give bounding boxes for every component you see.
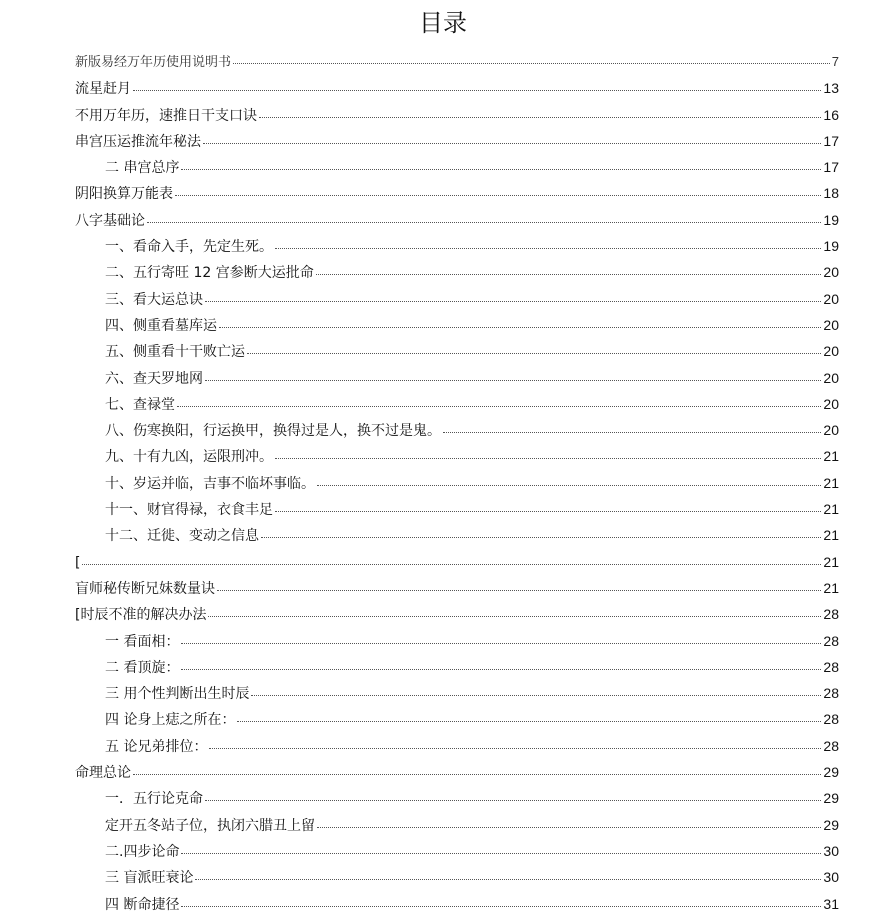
toc-entry[interactable] xyxy=(75,365,839,391)
toc-entry[interactable] xyxy=(75,338,839,364)
toc-entry[interactable] xyxy=(75,549,839,575)
toc-entry-page-number: 28 xyxy=(823,711,839,728)
toc-entry-title: 阴阳换算万能表 xyxy=(75,186,173,203)
toc-entry-page-number: 17 xyxy=(823,159,839,176)
toc-entry-title: 八、伤寒换阳，行运换甲，换得过是人，换不过是鬼。 xyxy=(105,423,441,440)
toc-entry-title: 十二、迁徙、变动之信息 xyxy=(105,528,259,545)
toc-dot-leader xyxy=(203,142,821,144)
toc-entry[interactable] xyxy=(75,443,839,469)
toc-entry[interactable] xyxy=(75,496,839,522)
toc-dot-leader xyxy=(317,484,821,486)
toc-list xyxy=(75,49,839,917)
toc-dot-leader xyxy=(147,221,821,223)
toc-dot-leader xyxy=(251,694,821,696)
toc-entry[interactable] xyxy=(75,154,839,180)
toc-entry-page-number: 21 xyxy=(823,553,839,570)
toc-entry[interactable] xyxy=(75,470,839,496)
toc-dot-leader xyxy=(181,668,821,670)
toc-dot-leader xyxy=(195,878,821,880)
toc-dot-leader xyxy=(259,116,821,118)
toc-entry-page-number: 30 xyxy=(823,869,839,886)
toc-entry-title: 串宫压运推流年秘法 xyxy=(75,133,201,150)
toc-entry[interactable] xyxy=(75,733,839,759)
toc-entry-title: 新版易经万年历使用说明书 xyxy=(75,55,232,70)
toc-dot-leader xyxy=(217,589,821,591)
toc-dot-leader xyxy=(261,536,821,538)
toc-dot-leader xyxy=(177,405,821,407)
toc-entry-page-number: 13 xyxy=(823,80,839,97)
toc-entry-title: 三 盲派旺衰论 xyxy=(105,870,194,887)
toc-entry-title: 四 论身上痣之所在： xyxy=(105,712,236,729)
toc-dot-leader xyxy=(205,799,821,801)
toc-entry-page-number: 20 xyxy=(823,422,839,439)
toc-entry-title: 三 用个性判断出生时辰 xyxy=(105,686,250,703)
toc-entry-title: 一 看面相： xyxy=(105,633,180,650)
toc-dot-leader xyxy=(275,457,821,459)
toc-dot-leader xyxy=(219,326,821,328)
toc-entry[interactable] xyxy=(75,654,839,680)
toc-entry-page-number: 16 xyxy=(823,106,839,123)
toc-entry-page-number: 20 xyxy=(823,316,839,333)
toc-entry[interactable] xyxy=(75,706,839,732)
toc-entry-page-number: 17 xyxy=(823,132,839,149)
toc-entry-title: 三、看大运总诀 xyxy=(105,291,203,308)
toc-entry-title: 九、十有九凶，运限刑冲。 xyxy=(105,449,273,466)
toc-title: 目录 xyxy=(419,9,467,37)
toc-entry-page-number: 21 xyxy=(823,474,839,491)
toc-dot-leader xyxy=(82,563,821,565)
toc-entry[interactable] xyxy=(75,286,839,312)
toc-entry-title: 定开五冬站子位，执闭六腊丑上留 xyxy=(105,817,315,834)
toc-dot-leader xyxy=(443,431,821,433)
toc-entry-title: 一．五行论克命 xyxy=(105,791,203,808)
toc-entry-page-number: 31 xyxy=(823,895,839,912)
toc-dot-leader xyxy=(133,89,821,91)
toc-entry-title: 八字基础论 xyxy=(75,212,145,229)
toc-dot-leader xyxy=(181,905,821,907)
toc-dot-leader xyxy=(205,379,821,381)
toc-entry-page-number: 20 xyxy=(823,290,839,307)
toc-entry-page-number: 29 xyxy=(823,790,839,807)
toc-entry[interactable] xyxy=(75,628,839,654)
toc-entry-page-number: 30 xyxy=(823,842,839,859)
toc-entry[interactable] xyxy=(75,680,839,706)
toc-entry-title: 十、岁运并临，吉事不临坏事临。 xyxy=(105,475,315,492)
toc-entry[interactable] xyxy=(75,417,839,443)
toc-entry-title: [时辰不准的解决办法 xyxy=(75,607,207,624)
toc-dot-leader xyxy=(175,194,821,196)
toc-dot-leader xyxy=(233,62,830,64)
toc-dot-leader xyxy=(205,300,821,302)
toc-dot-leader xyxy=(209,747,821,749)
toc-entry-page-number: 28 xyxy=(823,606,839,623)
toc-entry-title: 十一、财官得禄，衣食丰足 xyxy=(105,502,273,519)
toc-entry-title: 五 论兄弟排位： xyxy=(105,738,208,755)
toc-entry-page-number: 19 xyxy=(823,238,839,255)
toc-dot-leader xyxy=(317,826,821,828)
toc-entry-page-number: 29 xyxy=(823,764,839,781)
toc-entry-title: 二 看顶旋： xyxy=(105,659,180,676)
toc-entry[interactable] xyxy=(75,180,839,206)
toc-entry-page-number: 20 xyxy=(823,395,839,412)
toc-entry-title: 流星赶月 xyxy=(75,81,131,98)
toc-entry-page-number: 28 xyxy=(823,632,839,649)
toc-entry-title: 五、侧重看十干败亡运 xyxy=(105,344,245,361)
toc-entry[interactable] xyxy=(75,128,839,154)
toc-entry[interactable] xyxy=(75,259,839,285)
toc-entry[interactable] xyxy=(75,812,839,838)
toc-entry-title: 盲师秘传断兄妹数量诀 xyxy=(75,580,215,597)
toc-dot-leader xyxy=(181,642,821,644)
toc-entry-title: 六、查天罗地网 xyxy=(105,370,203,387)
toc-entry-title: 二 串宫总序 xyxy=(105,160,180,177)
toc-dot-leader xyxy=(275,510,821,512)
toc-entry[interactable] xyxy=(75,75,839,101)
toc-entry[interactable] xyxy=(75,759,839,785)
toc-entry-page-number: 28 xyxy=(823,737,839,754)
toc-entry[interactable] xyxy=(75,864,839,890)
toc-entry[interactable] xyxy=(75,522,839,548)
toc-entry-page-number: 20 xyxy=(823,264,839,281)
toc-entry-page-number: 19 xyxy=(823,211,839,228)
toc-entry-title: 二.四步论命 xyxy=(105,843,180,860)
toc-dot-leader xyxy=(237,720,821,722)
toc-entry-page-number: 21 xyxy=(823,448,839,465)
toc-entry-page-number: 21 xyxy=(823,579,839,596)
toc-entry-title: 命理总论 xyxy=(75,765,131,782)
toc-entry[interactable] xyxy=(75,891,839,917)
toc-entry-page-number: 20 xyxy=(823,343,839,360)
toc-entry[interactable] xyxy=(75,102,839,128)
toc-entry[interactable] xyxy=(75,233,839,259)
toc-entry-page-number: 21 xyxy=(823,527,839,544)
toc-entry-page-number: 28 xyxy=(823,658,839,675)
toc-entry[interactable] xyxy=(75,785,839,811)
toc-entry-page-number: 20 xyxy=(823,369,839,386)
toc-entry[interactable] xyxy=(75,49,839,75)
toc-entry-page-number: 29 xyxy=(823,816,839,833)
toc-entry[interactable] xyxy=(75,207,839,233)
toc-entry-title: 七、查禄堂 xyxy=(105,396,175,413)
toc-entry[interactable] xyxy=(75,312,839,338)
toc-dot-leader xyxy=(208,615,821,617)
toc-entry-page-number: 7 xyxy=(831,54,839,69)
toc-dot-leader xyxy=(181,168,821,170)
toc-dot-leader xyxy=(275,247,821,249)
toc-entry[interactable] xyxy=(75,838,839,864)
toc-entry[interactable] xyxy=(75,391,839,417)
toc-entry-title: 二、五行寄旺 12 宫参断大运批命 xyxy=(105,265,314,282)
toc-entry-title: [ xyxy=(75,554,81,571)
toc-entry-title: 一、看命入手，先定生死。 xyxy=(105,239,273,256)
toc-dot-leader xyxy=(181,852,821,854)
toc-entry-page-number: 28 xyxy=(823,685,839,702)
toc-dot-leader xyxy=(247,352,821,354)
toc-dot-leader xyxy=(133,773,821,775)
toc-entry-title: 四、侧重看墓库运 xyxy=(105,317,217,334)
toc-entry[interactable] xyxy=(75,575,839,601)
toc-dot-leader xyxy=(316,273,822,275)
toc-entry[interactable] xyxy=(75,601,839,627)
toc-entry-page-number: 18 xyxy=(823,185,839,202)
toc-entry-title: 不用万年历，速推日干支口诀 xyxy=(75,107,257,124)
toc-entry-title: 四 断命捷径 xyxy=(105,896,180,913)
toc-entry-page-number: 21 xyxy=(823,501,839,518)
